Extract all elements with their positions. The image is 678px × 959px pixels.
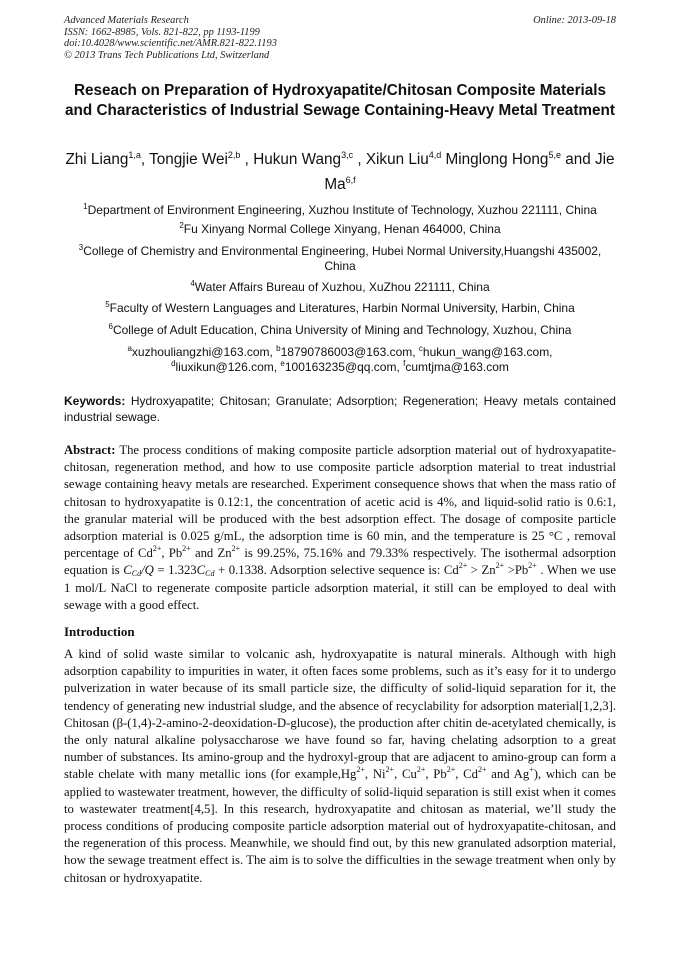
- author-sup: 4,d: [428, 150, 442, 160]
- author-name: Zhi Liang: [65, 151, 129, 168]
- author-name: Minglong Hong: [445, 151, 549, 168]
- email-address[interactable]: xuzhouliangzhi@163.com,: [131, 345, 277, 359]
- author-name: Xikun Liu: [365, 151, 429, 168]
- author-list: Zhi Liang$^{1,a}$, Tongjie Wei$^{2,b}$ , Hukun Wang$^{3,c}$ , Xikun Liu$^{4,d}$ Minglong Hong$^{5,e}$ and Jie Ma$^{6,f}$: [65, 150, 615, 193]
- author-name: Tongjie Wei: [149, 151, 228, 168]
- email-address[interactable]: liuxikun@126.com,: [175, 360, 281, 374]
- email-address[interactable]: hukun_wang@163.com,: [422, 345, 553, 359]
- email-address[interactable]: 18790786003@163.com,: [280, 345, 419, 359]
- author-sup: 3,c: [341, 150, 354, 160]
- email-address[interactable]: 100163235@qq.com,: [284, 360, 404, 374]
- email-address[interactable]: cumtjma@163.com: [405, 360, 509, 374]
- affiliation: $^1$Department of Environment Engineering, Xuzhou Institute of Technology, Xuzhou 221111, China: [83, 202, 597, 217]
- abstract-label: Abstract:: [64, 443, 116, 457]
- online-date: Online: 2013-09-18: [533, 15, 616, 26]
- section-heading-introduction: Introduction: [64, 624, 135, 639]
- abstract: Abstract: The process conditions of making composite particle adsorption material out of hydroxyapatite-chitosan, regeneration method, and how to use composite particle adsorption material to treat industrial sewage containing heavy metals are researched. Experiment consequence shows that when the mass ratio of chitosan to hydroxyapatite is 0.12:1, the concentration of acetic acid is 4%, and liquid-solid ratio is 0.6:1, the granular material will be produced with the best adsorption effect. The dosage of composite particle adsorption material is 0.025 g/mL, the adsorption time is 60 min, and the temperature is 25 °C , removal percentage of $Cd^{2+}$, $Pb^{2+}$ and $Zn^{2+}$ is 99.25%, 75.16% and 79.33% respectively. The isothermal adsorption equation is $C_{Cd}/Q = 1.323C_{Cd} + 0.1338$. Adsorption selective sequence is: $Cd^{2+} > Zn^{2+} >Pb^{2+}$ . When we use 1 mol/L NaCl to regenerate composite particle adsorption material, it still can be employed to deal with sewage with a good effect.: [64, 443, 616, 612]
- paper-title: Reseach on Preparation of Hydroxyapatite/Chitosan Composite Materials and Characteristics of Industrial Sewage Containing-Heavy Metal Treatment: [65, 82, 615, 119]
- affiliation: $^5$Faculty of Western Languages and Literatures, Harbin Normal University, Harbin, China: [105, 300, 575, 315]
- journal-header: [64, 15, 616, 61]
- affiliation: $^6$College of Adult Education, China University of Mining and Technology, Xuzhou, China: [108, 322, 572, 337]
- affiliation: $^3$College of Chemistry and Environmental Engineering, Hubei Normal University,Huangshi 435002, China: [78, 243, 602, 273]
- keywords-label: Keywords:: [64, 394, 126, 408]
- affiliation: $^4$Water Affairs Bureau of Xuzhou, XuZhou 221111, China: [190, 279, 490, 294]
- author-name: Jie Ma: [324, 151, 615, 193]
- author-sup: 6,f: [345, 175, 356, 185]
- author-sup: 2,b: [227, 150, 241, 160]
- email-list: $^a$xuzhouliangzhi@163.com, $^b$18790786003@163.com, $^c$hukun_wang@163.com, $^d$liuxikun@126.com, $^e$100163235@qq.com, $^f$cumtjma@163.com: [127, 344, 553, 374]
- introduction-text: A kind of solid waste similar to volcanic ash, hydroxyapatite is natural minerals. Although with high adsorption capability to impurities in water, it often faces some problems, such as it’s easy for it to undergo pulverization in water because of its small particle size, the difficulty of solid-liquid separation for it, the tendency of generating new industrial sludge, and the absence of recyclability for adsorption material[1,2,3]. Chitosan (β-(1,4)-2-amino-2-deoxidation-D-glucose), the production after chitin de-acetylated chemically, is the only natural alkaline polysaccharose we have found so far, having chelating adsorption to a great number of substances. Its amino-group and the hydroxyl-group that are adjacent to amino-group can form a stable chelate with many metallic ions (for $example,Hg^{2+}$, $Ni^{2+}$, $Cu^{2+}$, $Pb^{2+}$, $Cd^{2+}$ and Ag+), which can be applied to wastewater treatment, however, the difficulty of solid-liquid separation is still exist when it comes to wastewater treatment[4,5]. In this research, hydroxyapatite and chitosan as material, we’ll study the process conditions of producing composite particle adsorption material out of hydroxyapatite-chitosan, and the regeneration of this process. Meanwhile, we should find out, by this new granulated adsorption material, how the sewage treatment effect is. The aim is to solve the difficulties in the sewage treatment when only by chitosan or hydroxyapatite.: [64, 647, 617, 885]
- author-sup: 5,e: [548, 150, 561, 160]
- doi-line: doi:10.4028/www.scientific.net/AMR.821-822.1193: [64, 38, 277, 49]
- keywords-text: Hydroxyapatite; Chitosan; Granulate; Adsorption; Regeneration; Heavy metals contained industrial sewage.: [64, 394, 616, 424]
- issn-line: ISSN: 1662-8985, Vols. 821-822, pp 1193-1199: [64, 26, 260, 38]
- author-name: Hukun Wang: [253, 151, 342, 168]
- journal-name: Advanced Materials Research: [64, 15, 189, 26]
- author-sup: 1,a: [128, 150, 141, 160]
- copyright-line: © 2013 Trans Tech Publications Ltd, Switzerland: [64, 49, 270, 61]
- keywords: [64, 394, 616, 425]
- affiliation: $^2$Fu Xinyang Normal College Xinyang, Henan 464000, China: [179, 221, 501, 236]
